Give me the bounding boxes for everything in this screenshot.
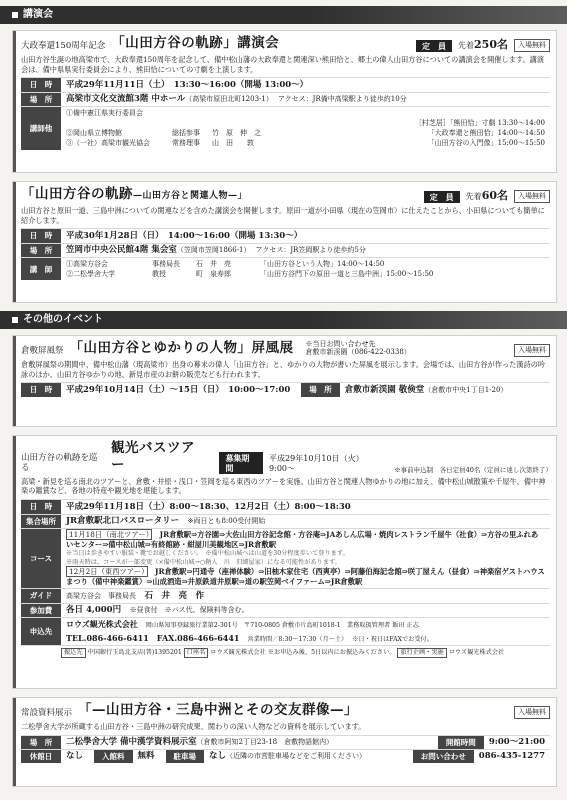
event-place: 二松學舍大学 備中漢学資料展示室（倉敷市阿知2丁目23-18 倉敷物語館内） [66, 736, 334, 747]
contact-phone: 086-435-1277 [478, 751, 545, 762]
place-label: 場 所 [21, 93, 61, 106]
lecture-section-header: 講演会 [0, 6, 567, 24]
event-description: 二松學舍大学が所蔵する山田方谷・三島中洲の研究成果、関わりの深い人物などの資料を展示しています。 [21, 721, 366, 731]
free-badge: 入場無料 [514, 39, 550, 52]
capacity: 先着250名 [458, 38, 508, 52]
event-card-3 [12, 335, 557, 427]
parking: なし（近隣の市営駐車場などをご利用ください） [209, 751, 367, 762]
guide-label: ガイド [21, 589, 61, 602]
event-title: 「山田方谷の軌跡」講演会 [111, 35, 280, 51]
event-card-5 [12, 697, 557, 787]
event-description: 倉敷屏風祭の期間中、備中松山藩（現高梁市）出身の幕末の偉人「山田方谷」と、ゆかりの人物が書いた屏風を展示します。会場では、山田方谷が作った漢詩の吟詠のほか、山田方谷ゆかりの地、新見市産のお餅の販売なども行われます。 [21, 359, 546, 379]
place-label: 場 所 [21, 244, 61, 257]
event-card-4 [12, 435, 557, 689]
event-description: 高梁・新見を巡る南北のツアーと、倉敷・井原・浅口・笠岡を巡る東西のツアーを実施。山田方谷と関連人物ゆかりの地に加え、備中松山城散策や千屋牛、備中神楽の鑑賞など、各地の特産や観光地を堪能します。 [21, 476, 546, 496]
guide: 高梁方谷会 事務局長 石 井 亮 作 [66, 590, 205, 601]
closed-label: 休館日 [21, 750, 61, 763]
speaker-label: 講師他 [21, 107, 61, 150]
event-date: 平成29年11月18日（土）8:00〜18:30、12月2日（土）8:00〜18:30 [66, 501, 351, 512]
fee-label: 入館料 [94, 750, 133, 763]
event-subtitle: 倉敷屏風祭 [21, 346, 64, 357]
period-label: 募集期間 [219, 452, 263, 474]
event-title: 「山田方谷とゆかりの人物」屏風展 [69, 340, 294, 356]
event-description: 山田方谷と原田一道、三島中洲についての関連などを含めた講演会を開催します。原田一道が小田県（現在の笠岡市）に仕えたことから、小田県についても簡単に紹介します。 [21, 205, 545, 225]
date-label: 日 時 [21, 78, 61, 91]
free-badge: 入場無料 [514, 706, 550, 719]
open-hours: 9:00〜21:00 [488, 736, 545, 747]
period-note: ※事前申込制 各日定員40名（定員に達し次第終了） [394, 465, 552, 474]
course-list: 11月18日（南北ツアー） JR倉敷駅⇒方谷園⇒大佐山田方谷記念館・方谷庵⇒JAあしん広場・焼肉レストラン千屋牛（社食）⇒方谷の里ふれあいセンター⇒備中松山城⇒有終館跡・紺屋川美観地区⇒JR倉敷駅 ※当日は歩きやすい服装・靴でお越しください。 ※備中松山城へは山道を30分程度歩いて登ります。 ※雨天時は、コースが一部変更（×備中松山城→○鞆人 川 旧細屋家）になる可能性があります。 12月2日（東西ツアー） JR倉敷駅⇒円通寺（座禅体験）⇒旧柚木家住宅（西爽亭）⇒阿藤伯海記念館⇒咲丁屋えん（昼食）⇒神楽宿ゲストハウスまつり（備中神楽鑑賞）⇒山成酒造⇒井原鉄道井原駅⇒道の駅笠岡ベイファーム⇒JR倉敷駅 [66, 529, 545, 587]
meet-label: 集合場所 [21, 515, 61, 528]
date-label: 日 時 [21, 229, 61, 242]
open-label: 開館時間 [438, 736, 484, 749]
event-title: 「—山田方谷・三島中洲とその交友群像—」 [78, 702, 359, 718]
event-date: 平成30年1月28日（日） 14:00〜16:00（開場 13:30〜） [66, 230, 303, 241]
event-title: 「山田方谷の軌跡—山田方谷と関連人物—」 [21, 186, 248, 202]
event-place: 笠岡市中央公民館4階 集会室（笠岡市笠岡1866-1） アクセス：JR笠岡駅より徒歩約5分 [66, 245, 366, 256]
event-subtitle: 常設資料展示 [21, 708, 73, 719]
fee: 各日 4,000円 ※昼食付 ※バス代、保険料等含む。 [66, 605, 249, 616]
place-label: 場 所 [301, 383, 340, 396]
contact-label: お問い合わせ [413, 750, 474, 763]
speaker-list: ①高梁方谷会 事務局長 石 井 亮 「山田方谷という人物」14:00〜14:50 ②二松學舍大学 教授 町 泉寿郎 「山田方谷門下の原田一道と三島中洲」15:00〜15:50 [66, 260, 434, 279]
event-date: 平成29年10月14日（土）〜15日（日） 10:00〜17:00 [66, 384, 291, 395]
place-label: 場 所 [21, 736, 61, 749]
free-badge: 入場無料 [514, 344, 550, 357]
other-section-header: その他のイベント [0, 311, 567, 329]
apply-info: ロウズ観光株式会社 岡山県知事登録旅行業第2-301号 〒710-0805 倉敷市片島町1018-1 業務取扱管理者 飯田 正志 TEL.086-466-6411 FAX.086-466-6441 営業時間／8:30〜17:30（月〜土） ※日・祝日はFAXでお受付。 [66, 619, 433, 643]
event-place: 倉敷市新渓園 敬倹堂（倉敷市中央1丁目1-20） [344, 384, 508, 395]
date-label: 日 時 [21, 383, 61, 396]
closed-days: なし [66, 751, 84, 762]
capacity-label: 定 員 [424, 191, 460, 203]
contact-info: ※当日お問い合わせ先 倉敷市新渓園（086-422-0338） [305, 340, 411, 357]
capacity: 先着60名 [465, 189, 508, 203]
event-description: 山田方谷生誕の地高梁市で、大政奉還150周年を記念して、備中松山藩の大政奉還と関連深い熊田恰と、郷土の偉人山田方谷についての講演会を開催します。講演会は、備中県県実行委員会により、熊田恰についての寸劇を上演します。 [21, 54, 545, 74]
event-subtitle: 大政奉還150周年記念 [21, 41, 106, 52]
meet-place: JR倉敷駅北口バスロータリー ※両日とも8:00受付開始 [66, 515, 266, 526]
event-place: 高梁市文化交流館3階 中ホール（高梁市原田北町1203-1） アクセス：JR備中高梁駅より徒歩約10分 [66, 94, 407, 105]
course-label: コース [21, 529, 61, 589]
bank-info: 振込先 中国銀行玉島北支店(普)1395201 口座名 ロウズ観光株式会社 ※お申込み後、5日以内にお振込みください。 旅行企画・実施 ロウズ観光株式会社 [21, 645, 550, 660]
speaker-label: 講 師 [21, 258, 61, 280]
event-card-2 [12, 181, 557, 303]
fee-label: 参加費 [21, 604, 61, 617]
event-date: 平成29年11月11日（土） 13:30〜16:00（開場 13:00〜） [66, 79, 309, 90]
event-subtitle: 山田方谷の軌跡を巡る [21, 452, 98, 474]
speaker-list: ①備中憲江県実行委員会 ［村芝居］「熊田恰」寸劇 13:30〜14:00 ②岡山県立博物館 総括参事 竹 原 伸 之 「大政奉還と熊田恰」14:00〜14:50 ③（一社）高梁市観光協会 常務理事 山 田 敦 「山田方谷の入門像」15:00〜15:50 [66, 109, 545, 148]
apply-label: 申込先 [21, 618, 61, 645]
event-card-1 [12, 30, 557, 173]
free-badge: 入場無料 [514, 190, 550, 203]
parking-label: 駐車場 [166, 750, 205, 763]
fee: 無料 [137, 751, 155, 762]
capacity-label: 定 員 [416, 40, 452, 52]
recruit-period: 平成29年10月10日（火）9:00〜 [269, 453, 364, 473]
event-title: 観光バスツアー [111, 440, 195, 473]
date-label: 日 時 [21, 500, 61, 513]
